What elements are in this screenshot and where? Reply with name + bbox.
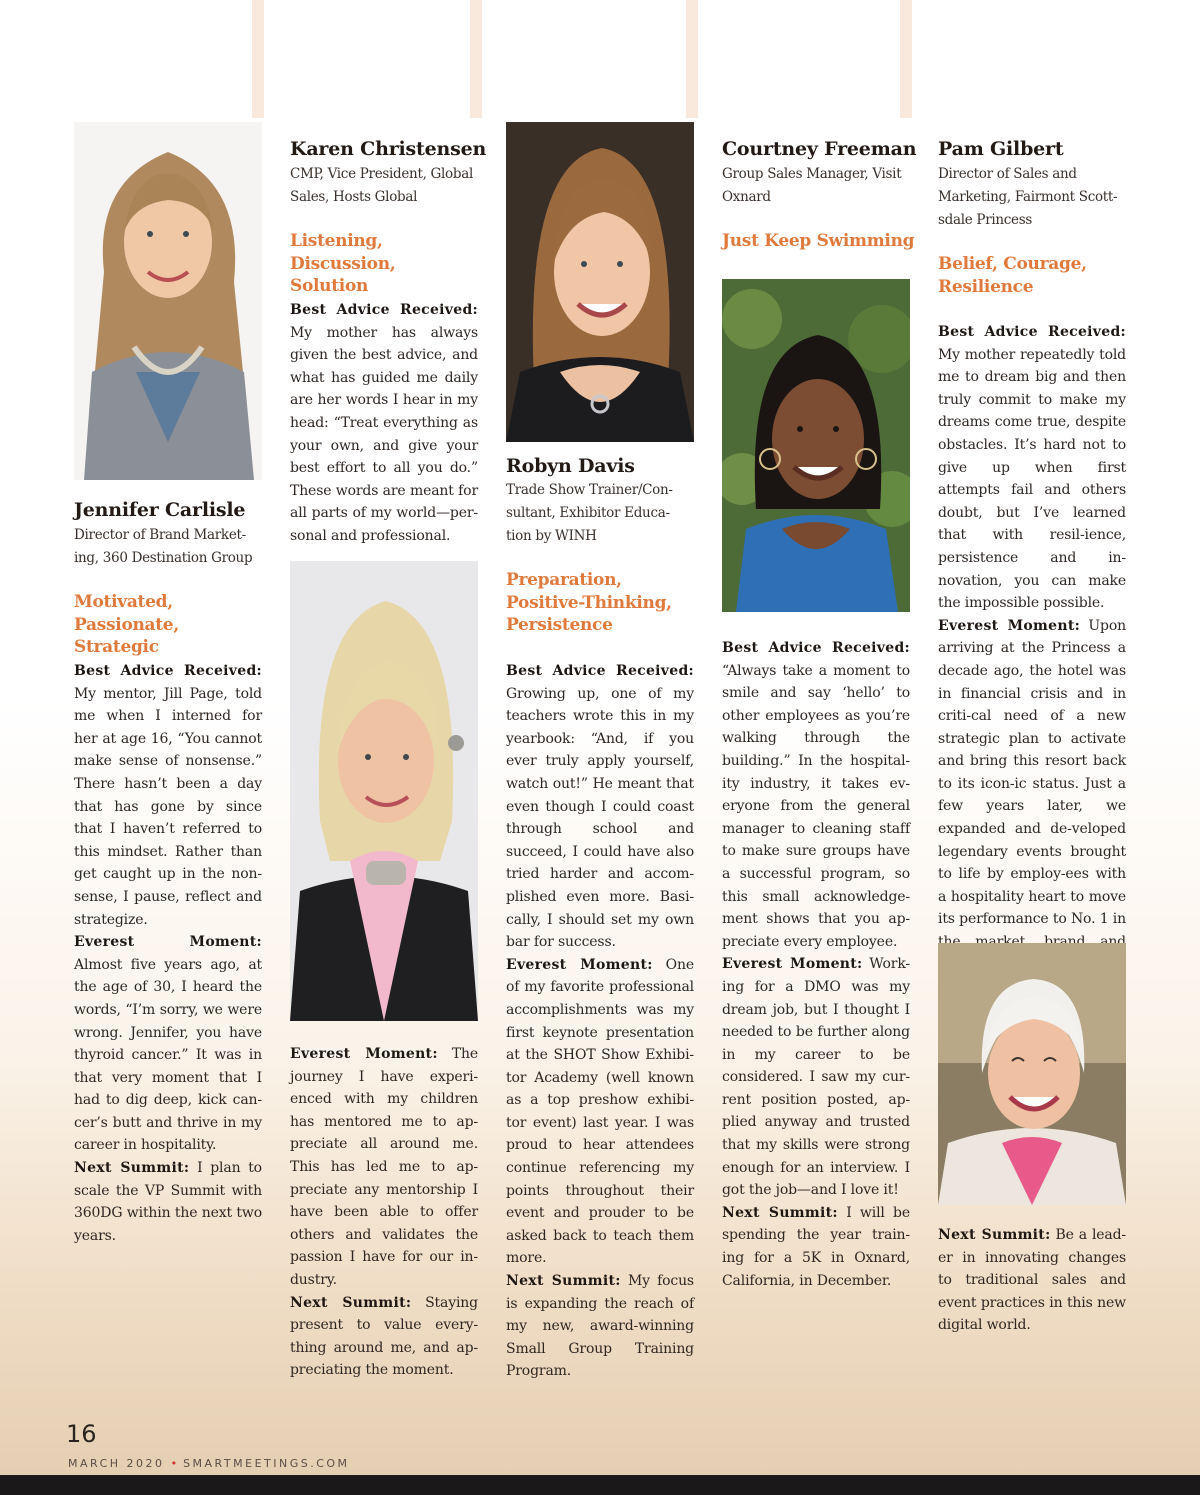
profile-name: Pam Gilbert [938, 138, 1064, 160]
portrait-photo [938, 943, 1126, 1205]
decorative-stripe [252, 0, 264, 118]
next-summit-paragraph [722, 1202, 910, 1292]
everest-paragraph [506, 954, 694, 1270]
everest-paragraph [74, 931, 262, 1157]
profile-body-top [938, 321, 1126, 976]
everest-label: Everest Moment: [74, 934, 262, 951]
profile-traits: Listening, Discussion, Solution [290, 231, 396, 296]
everest-paragraph [938, 615, 1126, 977]
everest-paragraph [290, 1043, 478, 1292]
best-advice-text: Growing up, one of my teachers wrote this in my yearbook: “And, if you ever truly apply yourself, watch out!” He meant that even though I could coast through school and succeed, I could have also tried harder and accom-plished even more. Basi-cally, I should set my own bar for success. [506, 685, 694, 951]
next-summit-text: My focus is expanding the reach of my new, award-winning Small Group Training Program. [506, 1273, 694, 1380]
next-summit-label: Next Summit: [74, 1160, 190, 1177]
page-footer [68, 1457, 350, 1470]
profile-body [506, 660, 694, 1383]
everest-text: Upon arriving at the Princess a decade ago, the hotel was in financial crisis and in criti-cal need of a new strategic plan to activate and bring this resort back to its icon-ic status. Just a few years later, we expanded and de-veloped legendary events brought to life by employ-ees with a hospitality heart to move its performance to No. 1 in [938, 617, 1126, 928]
portrait-photo [722, 279, 910, 612]
profile-traits: Belief, Courage, Resilience [938, 254, 1087, 297]
profile-body [722, 637, 910, 1292]
best-advice-paragraph [722, 637, 910, 953]
next-summit-text: I plan to scale the VP Summit with 360DG within the next two years. [74, 1160, 262, 1244]
profile-body-top [290, 299, 478, 548]
profile-traits: Just Keep Swimming [722, 231, 915, 251]
next-summit-paragraph [938, 1224, 1126, 1337]
everest-label: Everest Moment: [506, 956, 653, 973]
site-name: SMARTMEETINGS.COM [183, 1457, 350, 1470]
best-advice-paragraph [938, 321, 1126, 615]
best-advice-label: Best Advice Received: [506, 663, 694, 679]
profile-body-bottom [290, 1043, 478, 1382]
profile-name: Courtney Freeman [722, 138, 917, 160]
next-summit-label: Next Summit: [938, 1227, 1051, 1243]
next-summit-text: Be a lead-er in innovating changes to traditional sales and event practices in this new digital world. [938, 1227, 1126, 1334]
profile-name: Karen Christensen [290, 138, 487, 160]
profile-role: Director of Brand Market-ing, 360 Destination Group [74, 527, 253, 566]
profile-name: Robyn Davis [506, 455, 635, 477]
best-advice-label: Best Advice Received: [938, 324, 1126, 340]
profile-name: Jennifer Carlisle [74, 499, 246, 521]
best-advice-paragraph [74, 660, 262, 931]
portrait-photo [506, 122, 694, 442]
page-number: 16 [66, 1420, 97, 1448]
issue-date: MARCH 2020 [68, 1457, 165, 1470]
best-advice-text: “Always take a moment to smile and say ‘hello’ to other employees as you’re walking through the building.” In the hospital-ity industry, it takes ev-eryone from the general manager to cleaning staff to make sure groups have a successful program, so this small acknowledge-ment shows that you ap-preciate every employee. [722, 662, 910, 950]
everest-text: Almost five years ago, at the age of 30, I heard the words, “I’m sorry, we were wrong. Jennifer, you have thyroid cancer.” It was in that very moment that I had to dig deep, kick can-cer’s butt and thrive in my career in hospitality. [74, 956, 262, 1154]
best-advice-text: My mother has always given the best advice, and what has guided me daily are her words I hear in my head: “Treat everything as your own, and give your best effort to all you do.” These words are meant for all parts of my world—per-sonal and professional. [290, 324, 478, 544]
best-advice-paragraph [290, 299, 478, 548]
decorative-stripe [900, 0, 912, 118]
everest-label: Everest Moment: [290, 1046, 438, 1062]
best-advice-paragraph [506, 660, 694, 954]
best-advice-label: Best Advice Received: [74, 663, 262, 679]
profile-role: Trade Show Trainer/Con-sultant, Exhibitor Educa-tion by WINH [506, 482, 673, 544]
profile-body [74, 660, 262, 1247]
profile-body-bottom [938, 1224, 1126, 1337]
everest-label: Everest Moment: [722, 956, 863, 973]
best-advice-label: Best Advice Received: [722, 640, 910, 656]
profile-role: Director of Sales and Marketing, Fairmont Scott-sdale Princess [938, 166, 1118, 228]
profile-traits: Motivated, Passionate, Strategic [74, 592, 179, 657]
footer-separator: • [170, 1457, 178, 1470]
next-summit-label: Next Summit: [290, 1294, 412, 1311]
next-summit-paragraph [506, 1270, 694, 1383]
bottom-bar [0, 1475, 1200, 1495]
best-advice-label: Best Advice Received: [290, 302, 478, 318]
profile-role: CMP, Vice President, Global Sales, Hosts Global [290, 166, 473, 205]
next-summit-paragraph [74, 1157, 262, 1247]
next-summit-label: Next Summit: [722, 1204, 838, 1221]
next-summit-paragraph [290, 1292, 478, 1382]
everest-paragraph [722, 953, 910, 1202]
profile-traits: Preparation, Positive-Thinking, Persistence [506, 570, 672, 635]
next-summit-text: I will be spending the year train-ing for a 5K in Oxnard, California, in December. [722, 1204, 910, 1289]
portrait-photo [290, 561, 478, 1021]
next-summit-text: Staying present to value every-thing around me, and ap-preciating the moment. [290, 1294, 478, 1379]
everest-text: One of my favorite professional accomplishments was my first keynote presentation at the SHOT Show Exhibi-tor Academy (well known as a top preshow exhibi-tor event) last year. I was proud to hear attendees continue referencing my points throughout their event and prouder to be asked back to teach them more. [506, 956, 694, 1267]
everest-text: The journey I have experi-enced with my children has mentored me to ap-preciate all around me. This has led me to ap-preciate any mentorship I have been able to offer others and validates the passion I have for our in-dustry. [290, 1046, 478, 1288]
decorative-stripe [686, 0, 698, 118]
profile-role: Group Sales Manager, Visit Oxnard [722, 166, 902, 205]
best-advice-text: My mother repeatedly told me to dream big and then truly commit to make my dreams come true, despite obstacles. It’s hard not to give up when first attempts fail and others doubt, but I’ve learned that with resil-ience, persistence and in-novation, you can make the impossible possible. [938, 346, 1126, 612]
portrait-photo [74, 122, 262, 480]
next-summit-label: Next Summit: [506, 1273, 621, 1290]
everest-label: Everest Moment: [938, 617, 1081, 634]
decorative-stripe [470, 0, 482, 118]
everest-text: Work-ing for a DMO was my dream job, but I thought I needed to be further along in my career to be considered. I saw my cur-rent position posted, ap-plied anyway and trusted that my skills were strong enough for an interview. I got the job—and I love it! [722, 956, 910, 1199]
best-advice-text: My mentor, Jill Page, told me when I interned for her at age 16, “You cannot make sense of nonsense.” There hasn’t been a day that has gone by since that I haven’t referred to this mindset. Rather than get caught up in the non-sense, I pause, reflect and strategize. [74, 685, 262, 928]
